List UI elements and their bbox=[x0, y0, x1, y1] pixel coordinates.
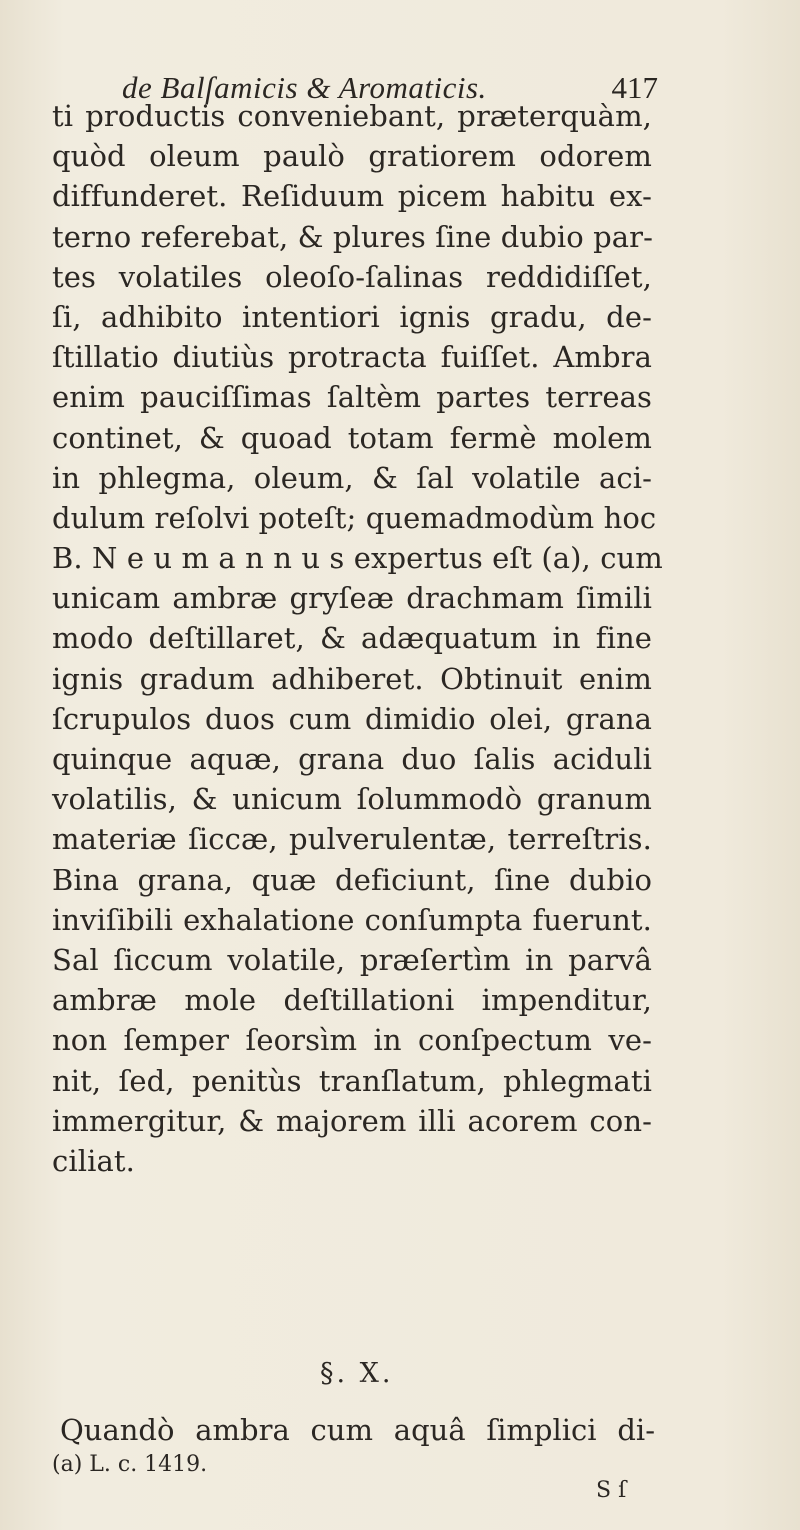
next-section-first-line: Quandò ambra cum aquâ ſimplici di- bbox=[60, 1413, 655, 1447]
text-line: ſcrupulos duos cum dimidio olei, grana bbox=[52, 701, 652, 736]
text-line: Bina grana, quӕ deficiunt, ſine dubio bbox=[52, 862, 652, 897]
text-line: dulum reſolvi poteſt; quemadmodùm hoc bbox=[52, 500, 657, 535]
text-line: diffunderet. Reſiduum picem habitu ex- bbox=[52, 179, 652, 214]
text-line: ignis gradum adhiberet. Obtinuit enim bbox=[52, 661, 652, 696]
text-line: Sal ſiccum volatile, prӕſertìm in parvâ bbox=[52, 942, 652, 977]
section-heading: §. X. bbox=[320, 1358, 394, 1389]
text-line: materiӕ ſiccӕ, pulverulentӕ, terreſtris. bbox=[52, 822, 652, 857]
footnote: (a) L. c. 1419. bbox=[52, 1452, 208, 1477]
text-line: continet, & quoad totam fermè molem bbox=[52, 420, 652, 455]
text-line: tes volatiles oleoſo-ſalinas reddidiſſet, bbox=[52, 259, 652, 294]
text-line: B. N e u m a n n u s expertus eſt (a), cum bbox=[52, 541, 663, 576]
running-title: de Balſamicis & Aromaticis. bbox=[122, 70, 487, 105]
text-line: inviſibili exhalatione conſumpta fuerunt. bbox=[52, 902, 652, 937]
text-line: ambrӕ mole deſtillationi impenditur, bbox=[52, 983, 652, 1018]
text-line: unicam ambrӕ gryſeӕ drachmam ſimili bbox=[52, 581, 652, 616]
signature-mark: S ſ bbox=[596, 1478, 627, 1503]
text-line: quinque aquӕ, grana duo ſalis aciduli bbox=[52, 742, 652, 776]
text-line: nit, ſed, penitùs tranſlatum, phlegmati bbox=[52, 1063, 652, 1098]
text-line: volatilis, & unicum ſolummodò granum bbox=[52, 782, 652, 817]
page-number: 417 bbox=[611, 70, 658, 105]
text-line: quòd oleum paulò gratiorem odorem bbox=[52, 139, 652, 174]
text-line: terno referebat, & plures ſine dubio par- bbox=[52, 219, 654, 254]
text-line: ſi, adhibito intentiori ignis gradu, de- bbox=[52, 299, 652, 334]
text-line: ti productis conveniebant, prӕterquàm, bbox=[52, 99, 652, 133]
text-line: ciliat. bbox=[52, 1143, 135, 1178]
body-text bbox=[52, 96, 663, 1181]
text-line: in phlegma, oleum, & ſal volatile aci- bbox=[52, 460, 652, 495]
text-line: non ſemper ſeorsìm in conſpectum ve- bbox=[52, 1023, 652, 1058]
text-line: immergitur, & majorem illi acorem con- bbox=[52, 1103, 652, 1138]
text-line: enim pauciſſimas ſaltèm partes terreas bbox=[52, 380, 652, 415]
text-line: ſtillatio diutiùs protracta fuiſſet. Ambra bbox=[52, 340, 652, 375]
text-line: modo deſtillaret, & adӕquatum in fine bbox=[52, 621, 652, 656]
